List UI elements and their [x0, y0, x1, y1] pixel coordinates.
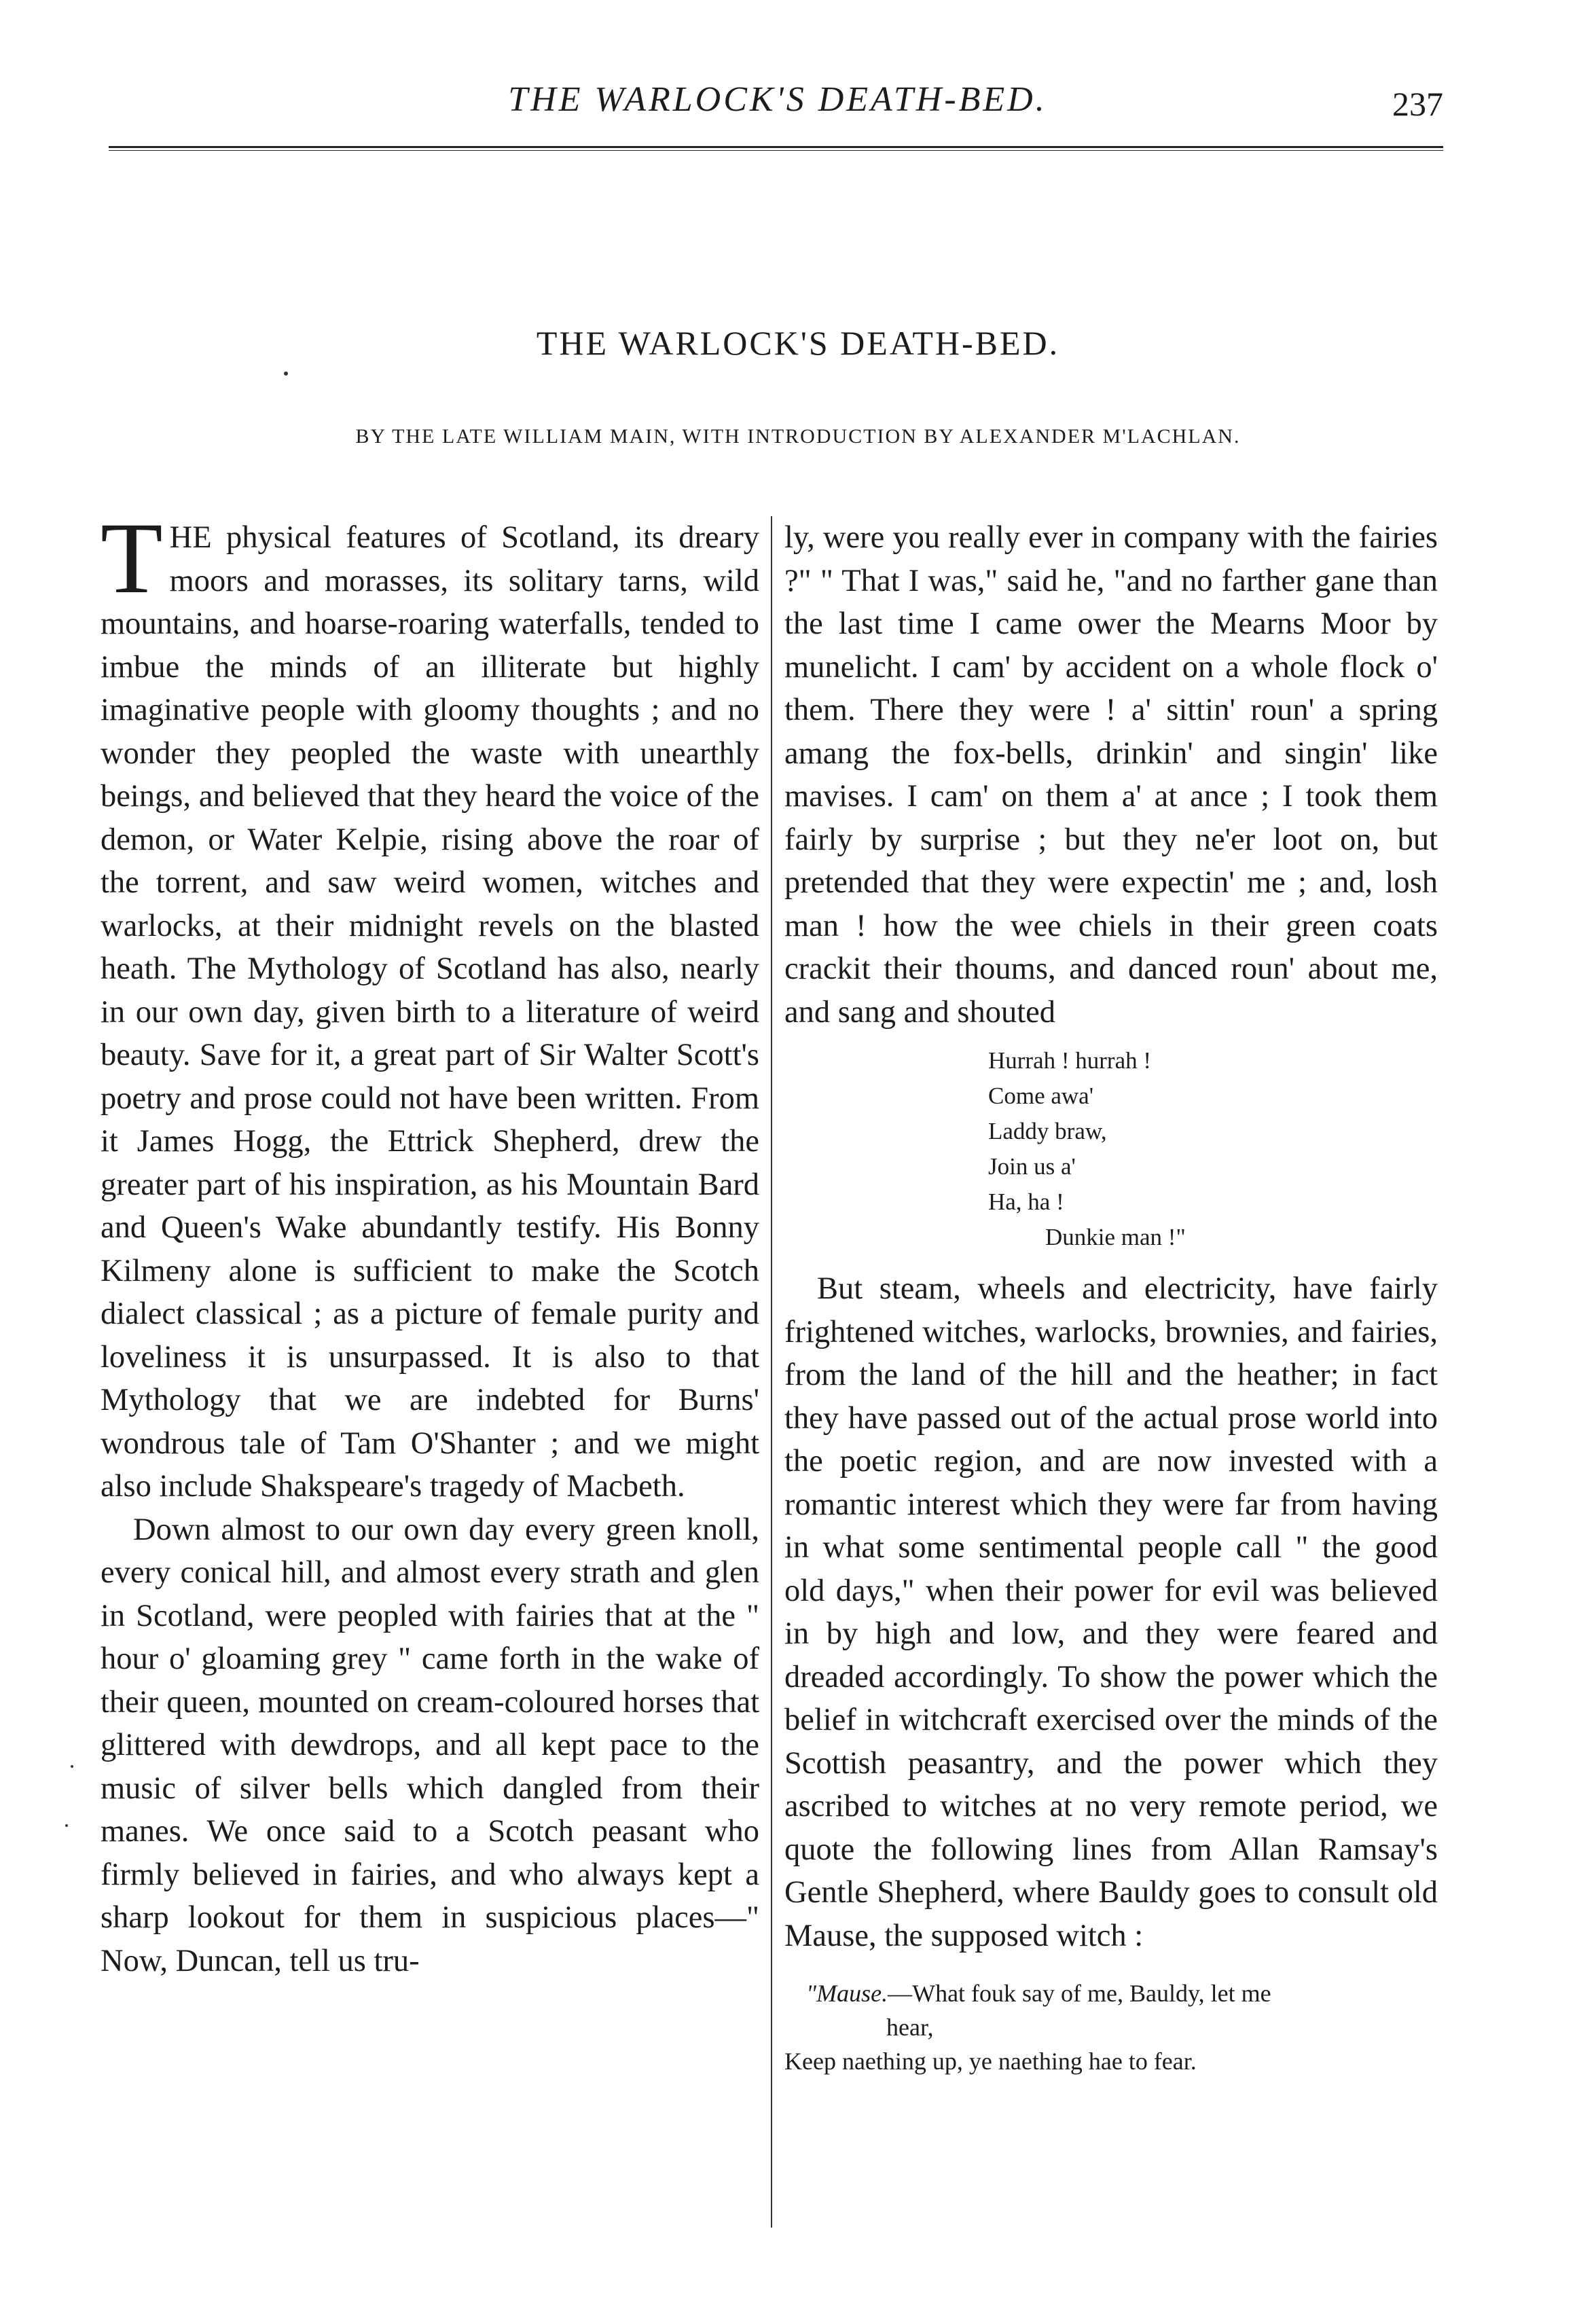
- quote-text: —What fouk say of me, Bauldy, let me: [888, 1980, 1271, 2007]
- quote-line: Keep naething up, ye naething hae to fear.: [784, 2048, 1197, 2075]
- paragraph: ly, were you really ever in company with the fairies ?" " That I was," said he, "and no farther gane than the last time I came ower the Mearns Moor by munelicht. I cam' by accident on a whole flock o' them. There they were ! a' sittin' roun' a spring amang the fox-bells, drinkin' and singin' like mavises. I cam' on them a' at ance ; I took them fairly by surprise ; but they ne'er loot on, but pretended that they were expectin' me ; and, losh man ! how the wee chiels in their green coats crackit their thoums, and danced roun' about me, and sang and shouted: [784, 520, 1438, 1030]
- header-rule: [109, 146, 1443, 151]
- running-header: [112, 76, 1443, 137]
- print-speck: [71, 1765, 73, 1768]
- left-column: [101, 502, 759, 1982]
- article-title: THE WARLOCK'S DEATH-BED.: [536, 324, 1060, 362]
- verse-quote: [784, 1976, 1438, 2078]
- page-number: 237: [1392, 85, 1443, 123]
- column-divider: [771, 516, 772, 2228]
- quote-line: [784, 1976, 1438, 2010]
- print-speck: [284, 371, 288, 376]
- running-title: THE WARLOCK'S DEATH-BED.: [508, 80, 1047, 119]
- print-speck: [65, 1824, 68, 1827]
- song-verse: [988, 1043, 1438, 1255]
- quote-speaker: "Mause.: [806, 1980, 888, 2007]
- drop-cap: T: [101, 502, 163, 615]
- right-column: [784, 516, 1438, 2078]
- paragraph: Down almost to our own day every green knoll, every conical hill, and almost every strath and glen in Scotland, were peopled with fairies that at the " hour o' gloaming grey " came forth in the wake of their queen, mounted on cream-coloured horses that glittered with dewdrops, and all kept pace to the music of silver bells which dangled from their manes. We once said to a Scotch peasant who firmly believed in fairies, and who always kept a sharp lookout for them in suspicious places—" Now, Duncan, tell us tru-: [101, 1512, 759, 1978]
- verse-line: Join us a': [988, 1153, 1076, 1180]
- article-byline: BY THE LATE WILLIAM MAIN, WITH INTRODUCTION BY ALEXANDER M'LACHLAN.: [355, 425, 1241, 448]
- paragraph-text: HE physical features of Scotland, its dreary moors and morasses, its solitary tarns, wild mountains, and hoarse-roaring waterfalls, tended to imbue the minds of an illiterate but highly imaginative people with gloomy thoughts ; and no wonder they peopled the waste with unearthly beings, and believed that they heard the voice of the demon, or Water Kelpie, rising above the roar of the torrent, and saw weird women, witches and warlocks, at their midnight revels on the blasted heath. The Mythology of Scotland has also, nearly in our own day, given birth to a literature of weird beauty. Save for it, a great part of Sir Walter Scott's poetry and prose could not have been written. From it James Hogg, the Ettrick Shepherd, drew the greater part of his inspiration, as his Mountain Bard and Queen's Wake abundantly testify. His Bonny Kilmeny alone is sufficient to make the Scotch dialect classical ; as a picture of female purity and loveliness it is unsurpassed. It is also to that Mythology that we are indebted for Burns' wondrous tale of Tam O'Shanter ; and we might also include Shakspeare's tragedy of Macbeth.: [101, 520, 759, 1504]
- quote-line: hear,: [886, 2014, 934, 2041]
- paragraph: But steam, wheels and electricity, have fairly frightened witches, warlocks, brownies, and fairies, from the land of the hill and the heather; in fact they have passed out of the actual prose world into the poetic region, and are now invested with a romantic interest which they were far from having in what some sentimental people call " the good old days," when their power for evil was believed in by high and low, and they were feared and dreaded accordingly. To show the power which the belief in witchcraft exercised over the minds of the Scottish peasantry, and the power which they ascribed to witches at no very remote period, we quote the following lines from Allan Ramsay's Gentle Shepherd, where Bauldy goes to consult old Mause, the supposed witch :: [784, 1271, 1438, 1953]
- verse-line: Ha, ha !: [988, 1189, 1064, 1215]
- verse-line: Dunkie man !": [1045, 1224, 1186, 1250]
- verse-line: Hurrah ! hurrah !: [988, 1047, 1152, 1074]
- verse-line: Laddy braw,: [988, 1118, 1107, 1144]
- verse-line: Come awa': [988, 1083, 1094, 1109]
- paragraph: [101, 502, 759, 1508]
